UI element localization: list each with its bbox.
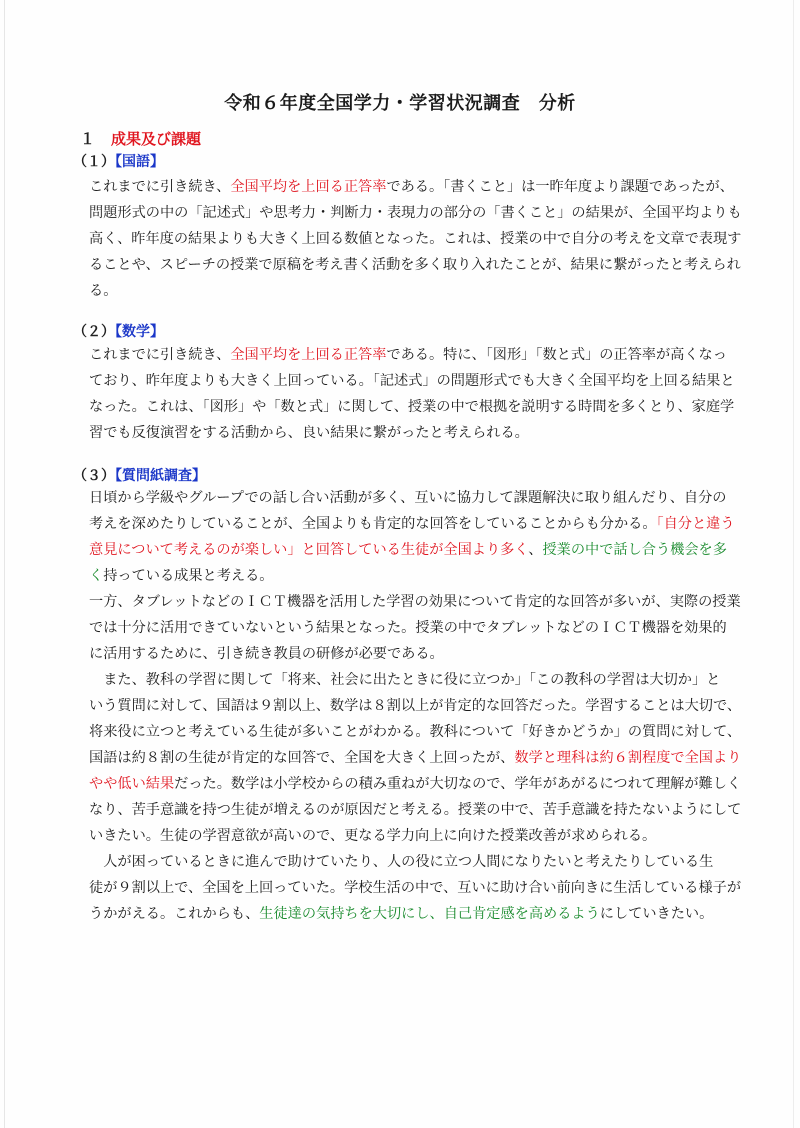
text-line xyxy=(89,615,729,641)
text-segment: だった。数学は小学校からの積み重ねが大切なので、学年があがるにつれて理解が難しく xyxy=(174,776,742,792)
text-line xyxy=(89,252,741,278)
text-line xyxy=(89,823,729,849)
subsection-label: 【質問紙調査】 xyxy=(115,468,206,484)
text-segment: 考えを深めたりしていることが、全国よりも肯定的な回答をしていることからも分かる。 xyxy=(89,516,657,532)
text-line xyxy=(89,563,729,589)
text-segment: である。「書くこと」は一昨年度より課題であったが、 xyxy=(386,179,734,195)
highlight-red: やや低い結果 xyxy=(89,776,175,792)
text-segment: 、 xyxy=(528,542,543,558)
text-segment: である。特に、「図形」「数と式」の正答率が高くなっ xyxy=(386,347,727,363)
text-line xyxy=(89,174,734,200)
text-segment: いう質問に対して、国語は９割以上、数学は８割以上が肯定的な回答だった。学習することは大切で、 xyxy=(89,698,742,714)
text-line xyxy=(89,719,742,745)
text-line xyxy=(89,420,729,446)
text-line xyxy=(89,537,729,563)
text-line xyxy=(89,368,735,394)
highlight-red: 意見について考えるのが楽しい」と回答している生徒が全国より多く xyxy=(89,542,529,558)
section-label: 成果及び課題 xyxy=(111,130,202,148)
text-line xyxy=(89,278,729,304)
text-segment: 人が困っているときに進んで助けていたり、人の役に立つ人間になりたいと考えたりしている生 xyxy=(89,854,714,870)
subsection-number: （２） xyxy=(73,324,115,340)
text-line xyxy=(89,797,742,823)
text-segment: 一方、タブレットなどのＩＣＴ機器を活用した学習の効果について肯定的な回答が多いが、実際の授業 xyxy=(89,594,741,610)
text-segment: 高く、昨年度の結果よりも大きく上回る数値となった。これは、授業の中で自分の考えを文章で表現す xyxy=(89,231,742,247)
text-line xyxy=(89,589,741,615)
text-segment: ており、昨年度よりも大きく上回っている。「記述式」の問題形式でも大きく全国平均を上回る結果と xyxy=(89,373,735,389)
text-line xyxy=(89,667,729,693)
text-line xyxy=(89,875,742,901)
text-line xyxy=(89,200,742,226)
text-line xyxy=(89,394,735,420)
highlight-red: 全国平均を上回る正答率 xyxy=(230,347,387,363)
text-segment: 国語は約８割の生徒が肯定的な回答で、全国を大きく上回ったが、 xyxy=(89,750,515,766)
text-segment: 日頃から学級やグループでの話し合い活動が多く、互いに協力して課題解決に取り組んだり、自分の xyxy=(89,490,727,506)
text-segment: 習でも反復演習をする活動から、良い結果に繋がったと考えられる。 xyxy=(89,425,529,441)
text-segment: 問題形式の中の「記述式」や思考力・判断力・表現力の部分の「書くこと」の結果が、全国平均よりも xyxy=(89,205,742,221)
text-segment: これまでに引き続き、 xyxy=(89,179,231,195)
subsection-label: 【国語】 xyxy=(115,154,164,170)
text-segment: 持っている成果と考える。 xyxy=(103,568,274,584)
text-line xyxy=(89,771,742,797)
subsection-heading-kokugo xyxy=(73,151,164,171)
subsection-label: 【数学】 xyxy=(115,324,164,340)
text-segment: 将来役に立つと考えている生徒が多いことがわかる。教科について「好きかどうか」の質問に対して、 xyxy=(89,724,742,740)
highlight-green: 生徒達の気持ちを大切にし、自己肯定感を高めるよう xyxy=(259,906,600,922)
text-line xyxy=(89,226,742,252)
highlight-red: 全国平均を上回る正答率 xyxy=(230,179,387,195)
text-line xyxy=(89,693,742,719)
subsection-heading-sugaku xyxy=(73,321,164,341)
document-title: 令和６年度全国学力・学習状況調査 分析 xyxy=(224,93,576,114)
paragraph-questionnaire xyxy=(89,485,742,927)
text-segment: なり、苦手意識を持つ生徒が増えるのが原因だと考える。授業の中で、苦手意識を持たないようにして xyxy=(89,802,742,818)
text-line xyxy=(89,342,729,368)
text-segment: る。 xyxy=(89,283,118,299)
text-segment: 徒が９割以上で、全国を上回っていた。学校生活の中で、互いに助け合い前向きに生活している様子が xyxy=(89,880,742,896)
text-segment: にしていきたい。 xyxy=(599,906,714,922)
text-line xyxy=(89,641,729,667)
text-segment: なった。これは、「図形」や「数と式」に関して、授業の中で根拠を説明する時間を多くとり、家庭学 xyxy=(89,399,735,415)
text-segment: では十分に活用できていないという結果となった。授業の中でタブレットなどのＩＣＴ機器を効果的 xyxy=(89,620,727,636)
text-segment: また、教科の学習に関して「将来、社会に出たときに役に立つか」「この教科の学習は大切か」と xyxy=(89,672,721,688)
highlight-green: 授業の中で話し合う機会を多 xyxy=(542,542,727,558)
subsection-number: （３） xyxy=(73,468,115,484)
scan-edge-left xyxy=(4,0,5,1128)
scan-edge-right xyxy=(793,0,794,1128)
text-line xyxy=(89,745,742,771)
paragraph-kokugo xyxy=(89,174,742,304)
subsection-number: （１） xyxy=(73,154,115,170)
subsection-heading-questionnaire xyxy=(73,465,206,485)
section-heading xyxy=(80,128,201,149)
text-line xyxy=(89,511,735,537)
text-line xyxy=(89,849,729,875)
text-segment: ることや、スピーチの授業で原稿を考え書く活動を多く取り入れたことが、結果に繋がったと考えられ xyxy=(89,257,741,273)
text-segment: これまでに引き続き、 xyxy=(89,347,231,363)
text-segment: いきたい。生徒の学習意欲が高いので、更なる学力向上に向けた授業改善が求められる。 xyxy=(89,828,657,844)
paragraph-sugaku xyxy=(89,342,735,446)
text-segment: に活用するために、引き続き教員の研修が必要である。 xyxy=(89,646,444,662)
highlight-red: 数学と理科は約６割程度で全国より xyxy=(514,750,742,766)
text-segment: うかがえる。これからも、 xyxy=(89,906,260,922)
section-number: １ xyxy=(80,130,96,148)
highlight-green: く xyxy=(89,568,104,584)
text-line xyxy=(89,485,729,511)
highlight-red: 「自分と違う xyxy=(656,516,735,532)
text-line xyxy=(89,901,729,927)
